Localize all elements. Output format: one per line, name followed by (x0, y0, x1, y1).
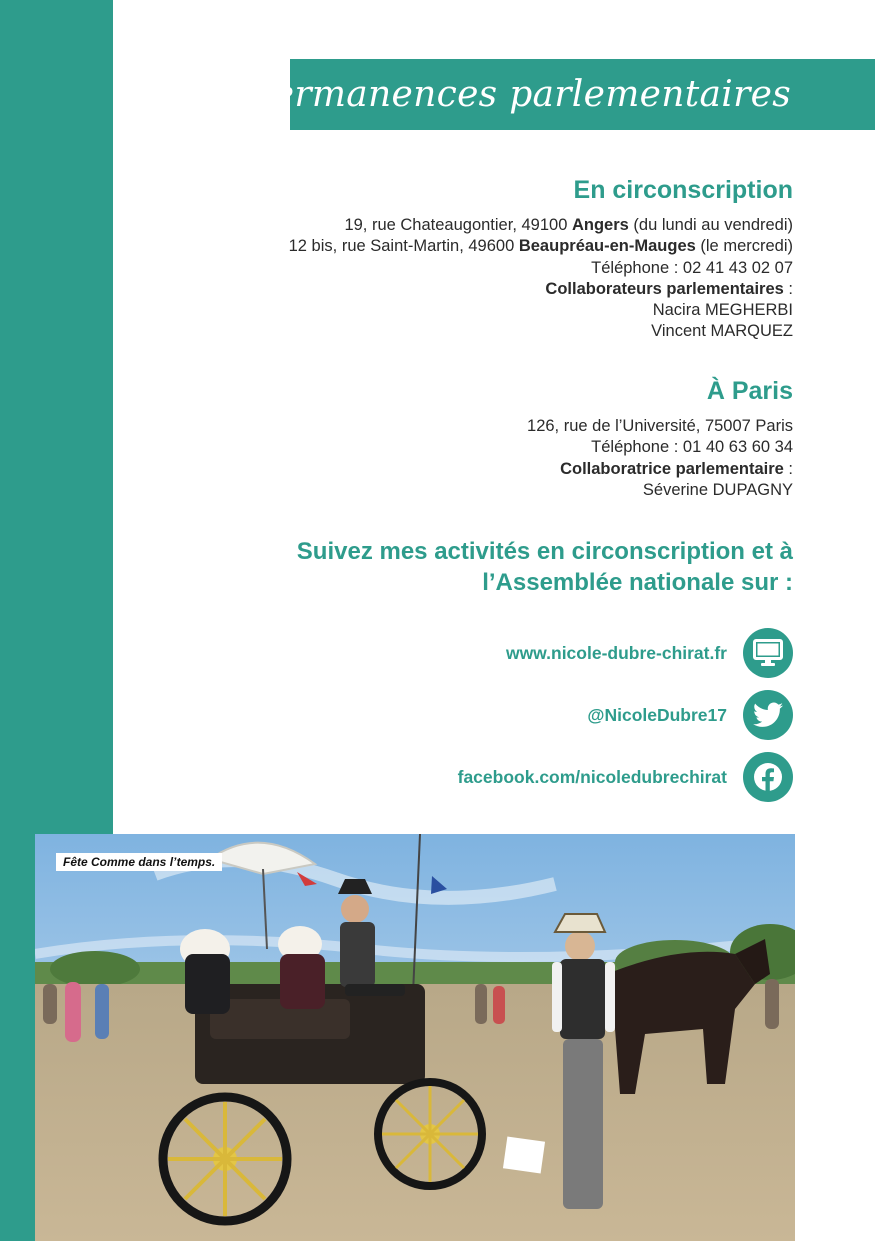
event-photo (35, 834, 795, 1241)
address-paris: 126, rue de l’Université, 75007 Paris (527, 417, 793, 435)
circonscription-phone: Téléphone : 02 41 43 02 07 (591, 258, 793, 277)
twitter-row (587, 690, 793, 740)
staff-name: Séverine DUPAGNY (642, 480, 793, 499)
monitor-icon[interactable] (743, 628, 793, 678)
twitter-link[interactable]: @NicoleDubre17 (587, 704, 727, 725)
facebook-link[interactable]: facebook.com/nicoledubrechirat (457, 766, 727, 787)
address-beaupreau: 12 bis, rue Saint-Martin, 49600 Beaupréau-en-Mauges (le mercredi) (288, 237, 793, 256)
facebook-row (458, 752, 793, 802)
photo-caption: Fête Comme dans l’temps. (56, 853, 222, 871)
paris-phone: Téléphone : 01 40 63 60 34 (591, 438, 793, 457)
staff-name: Nacira MEGHERBI (652, 301, 793, 320)
staff-name: Vincent MARQUEZ (651, 322, 793, 341)
title-banner (249, 59, 875, 130)
circonscription-staff-label: Collaborateurs parlementaires : (545, 279, 793, 298)
circonscription-heading: En circonscription (573, 176, 793, 204)
page-title: Permanences parlementaires (249, 74, 791, 115)
twitter-bird-icon[interactable] (743, 690, 793, 740)
paris-heading: À Paris (706, 377, 793, 405)
paris-staff-label: Collaboratrice parlementaire : (560, 459, 793, 478)
follow-heading: Suivez mes activités en circonscription et à l’Assemblée nationale sur : (296, 538, 793, 596)
website-row (506, 628, 793, 678)
circonscription-details (289, 215, 793, 343)
website-link[interactable]: www.nicole-dubre-chirat.fr (505, 642, 727, 663)
paris-details (527, 416, 793, 501)
address-angers: 19, rue Chateaugontier, 49100 Angers (du lundi au vendredi) (344, 216, 793, 234)
facebook-icon[interactable] (743, 752, 793, 802)
